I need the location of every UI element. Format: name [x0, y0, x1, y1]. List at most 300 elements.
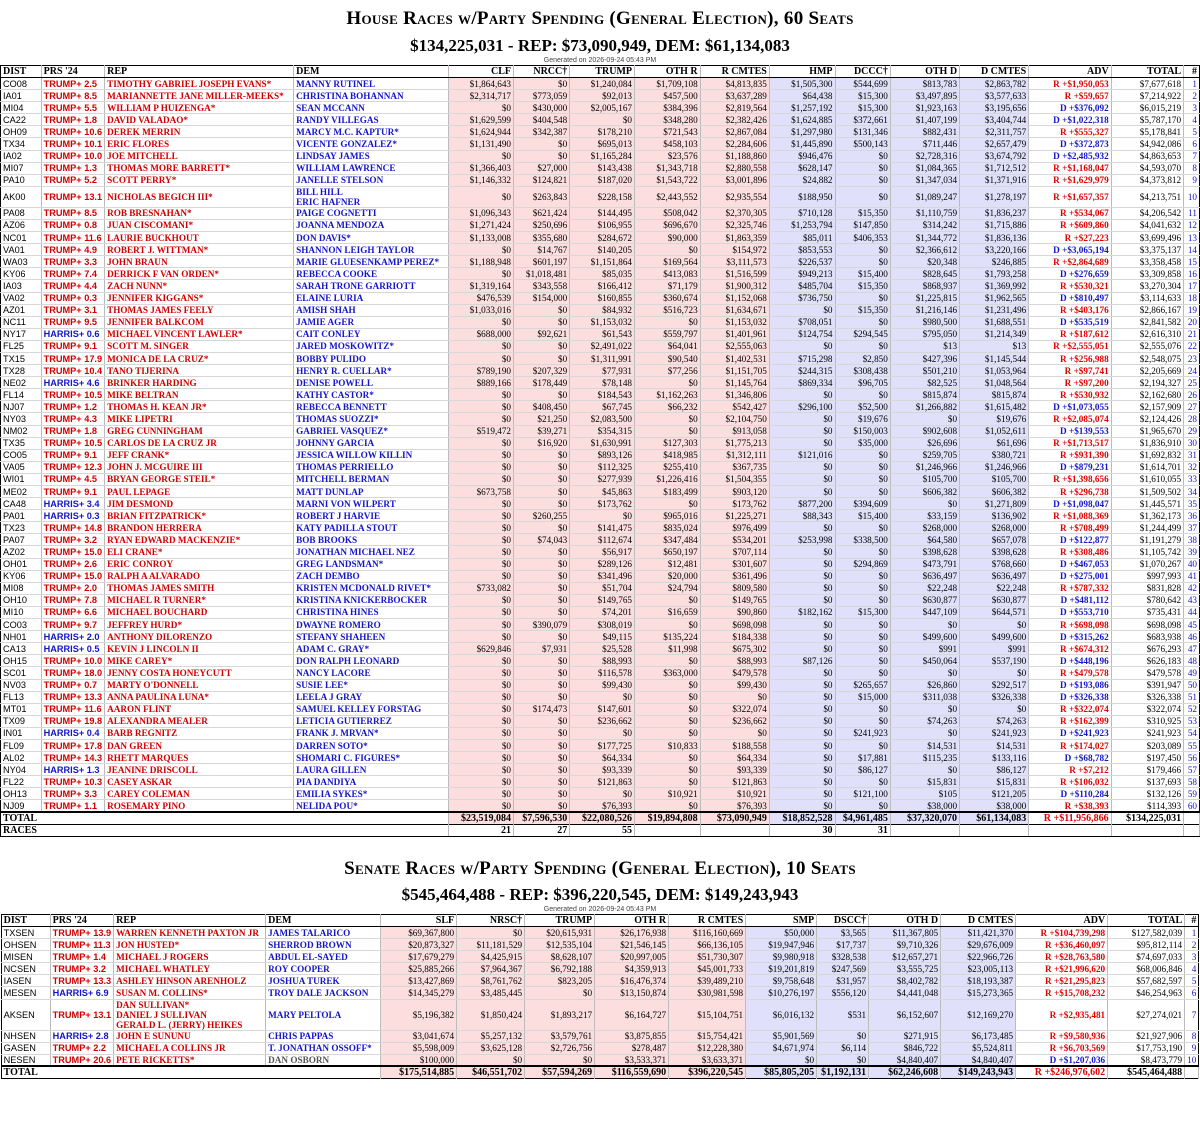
column-header: NRCC† — [514, 66, 570, 78]
dem-spend-cell: $0 — [835, 256, 890, 268]
row-number: 17 — [1184, 280, 1200, 292]
rep-spend-cell: $0 — [514, 739, 570, 751]
rep-spend-cell: $1,775,213 — [700, 437, 769, 449]
pres-margin-cell: TRUMP+ 0.3 — [41, 292, 104, 304]
rep-spend-cell: $143,438 — [570, 162, 635, 174]
advantage-cell: R +$15,708,232 — [1016, 987, 1108, 999]
row-number: 10 — [1184, 186, 1200, 207]
rep-spend-cell: $367,735 — [700, 461, 769, 473]
advantage-cell: R +$2,085,074 — [1029, 413, 1111, 425]
column-header: ADV — [1016, 915, 1108, 927]
row-number: 42 — [1184, 582, 1200, 594]
rep-spend-cell: $4,813,835 — [700, 78, 769, 90]
row-number: 45 — [1184, 619, 1200, 631]
advantage-cell: R +$674,312 — [1029, 643, 1111, 655]
races-cell — [1029, 825, 1111, 837]
name-line: DANIEL J SULLIVAN — [116, 1009, 207, 1020]
rep-spend-cell: $0 — [514, 558, 570, 570]
dem-spend-cell: $736,750 — [769, 292, 835, 304]
row-number: 2 — [1184, 90, 1200, 102]
row-number: 4 — [1184, 114, 1200, 126]
dem-spend-cell: $980,500 — [890, 316, 959, 328]
advantage-cell: R +$36,460,097 — [1016, 939, 1108, 951]
rep-spend-cell: $2,935,554 — [700, 186, 769, 207]
rep-spend-cell: $355,680 — [514, 232, 570, 244]
dem-spend-cell: $398,628 — [890, 546, 959, 558]
rep-spend-cell: $77,256 — [635, 365, 701, 377]
district-cell: AZ02 — [1, 546, 42, 558]
rep-spend-cell: $342,387 — [514, 126, 570, 138]
rep-spend-cell: $508,042 — [635, 207, 701, 219]
dem-spend-cell: $311,038 — [890, 691, 959, 703]
dem-spend-cell: $338,500 — [835, 534, 890, 546]
advantage-cell: R +$534,067 — [1029, 207, 1111, 219]
rep-spend-cell: $0 — [514, 304, 570, 316]
name-line: ERIC HAFNER — [296, 196, 361, 207]
dem-candidate-cell: BOB BROOKS — [294, 534, 449, 546]
dem-spend-cell: $268,000 — [890, 522, 959, 534]
advantage-cell: D +$467,053 — [1029, 558, 1111, 570]
dem-spend-cell: $12,657,271 — [869, 951, 941, 963]
dem-spend-cell: $0 — [769, 389, 835, 401]
rep-spend-cell: $476,539 — [449, 292, 514, 304]
total-cell: $23,519,084 — [449, 812, 514, 825]
rep-spend-cell: $4,359,913 — [595, 963, 669, 975]
race-total-cell: $1,614,701 — [1111, 461, 1183, 473]
races-cell — [1111, 825, 1183, 837]
rep-spend-cell: $2,726,756 — [525, 1042, 595, 1054]
dem-spend-cell: $1,836,237 — [960, 207, 1029, 219]
row-number: 22 — [1184, 340, 1200, 352]
rep-spend-cell: $0 — [514, 764, 570, 776]
dem-spend-cell: $0 — [835, 715, 890, 727]
dem-spend-cell: $61,696 — [960, 437, 1029, 449]
pres-margin-cell: TRUMP+ 2.6 — [41, 558, 104, 570]
dem-spend-cell: $19,676 — [835, 413, 890, 425]
table-row — [1, 114, 1200, 126]
dem-spend-cell: $1,962,565 — [960, 292, 1029, 304]
race-total-cell: $21,927,906 — [1108, 1030, 1185, 1042]
dem-spend-cell: $450,064 — [890, 655, 959, 667]
row-number: 13 — [1184, 232, 1200, 244]
races-cell — [700, 825, 769, 837]
race-total-cell: $1,244,499 — [1111, 522, 1183, 534]
dem-spend-cell: $246,885 — [960, 256, 1029, 268]
district-cell: OH13 — [1, 788, 42, 800]
dem-spend-cell: $0 — [769, 558, 835, 570]
dem-spend-cell: $253,998 — [769, 534, 835, 546]
dem-spend-cell: $0 — [835, 631, 890, 643]
rep-spend-cell: $278,487 — [595, 1042, 669, 1054]
pres-margin-cell: HARRIS+ 0.3 — [41, 510, 104, 522]
dem-spend-cell: $813,783 — [890, 78, 959, 90]
rep-spend-cell: $1,504,355 — [700, 473, 769, 485]
table-row — [1, 655, 1200, 667]
rep-spend-cell: $16,476,374 — [595, 975, 669, 987]
column-header: REP — [105, 66, 294, 78]
pres-margin-cell: TRUMP+ 13.9 — [50, 927, 113, 939]
rep-spend-cell: $1,018,481 — [514, 268, 570, 280]
rep-spend-cell: $0 — [449, 413, 514, 425]
table-row — [1, 727, 1200, 739]
rep-spend-cell: $0 — [525, 1054, 595, 1066]
column-header: SMP — [746, 915, 817, 927]
table-row — [1, 643, 1200, 655]
rep-spend-cell: $322,074 — [700, 703, 769, 715]
rep-candidate-cell: BARB REGNITZ — [105, 727, 294, 739]
dem-spend-cell: $711,446 — [890, 138, 959, 150]
rep-spend-cell: $0 — [449, 594, 514, 606]
rep-spend-cell: $1,153,032 — [570, 316, 635, 328]
dem-spend-cell: $427,396 — [890, 352, 959, 364]
advantage-cell: R +$530,321 — [1029, 280, 1111, 292]
senate-table — [1, 914, 1200, 1079]
total-blank — [1184, 812, 1200, 825]
table-row — [1, 939, 1199, 951]
dem-spend-cell: $52,500 — [835, 401, 890, 413]
rep-spend-cell: $13,150,874 — [595, 987, 669, 999]
rep-spend-cell: $601,197 — [514, 256, 570, 268]
dem-spend-cell: $0 — [890, 413, 959, 425]
row-number: 27 — [1184, 401, 1200, 413]
pres-margin-cell: TRUMP+ 10.4 — [41, 365, 104, 377]
dem-spend-cell: $38,000 — [960, 800, 1029, 812]
rep-spend-cell: $835,024 — [635, 522, 701, 534]
table-row — [1, 316, 1200, 328]
row-number: 1 — [1184, 78, 1200, 90]
dem-spend-cell: $328,538 — [817, 951, 869, 963]
advantage-cell: R +$555,327 — [1029, 126, 1111, 138]
rep-spend-cell: $1,131,490 — [449, 138, 514, 150]
rep-spend-cell: $93,339 — [570, 764, 635, 776]
dem-spend-cell: $868,937 — [890, 280, 959, 292]
rep-spend-cell: $430,000 — [514, 102, 570, 114]
advantage-cell: D +$193,086 — [1029, 679, 1111, 691]
rep-spend-cell: $1,151,705 — [700, 365, 769, 377]
row-number: 51 — [1184, 691, 1200, 703]
column-header: DEM — [294, 66, 449, 78]
total-cell: $19,894,808 — [635, 812, 701, 825]
dem-spend-cell: $241,923 — [960, 727, 1029, 739]
pres-margin-cell: TRUMP+ 17.8 — [41, 739, 104, 751]
race-total-cell: $1,105,742 — [1111, 546, 1183, 558]
dem-spend-cell: $268,000 — [960, 522, 1029, 534]
district-cell: IN01 — [1, 727, 42, 739]
table-row — [1, 138, 1200, 150]
dem-spend-cell: $628,147 — [769, 162, 835, 174]
dem-spend-cell: $86,127 — [835, 764, 890, 776]
rep-spend-cell: $149,765 — [570, 594, 635, 606]
total-cell: $7,596,530 — [514, 812, 570, 825]
row-number: 9 — [1184, 174, 1200, 186]
advantage-cell: D +$879,231 — [1029, 461, 1111, 473]
rep-spend-cell: $650,197 — [635, 546, 701, 558]
row-number: 7 — [1185, 999, 1199, 1030]
dem-spend-cell: $0 — [835, 486, 890, 498]
dem-spend-cell: $715,298 — [769, 352, 835, 364]
dem-spend-cell: $1,371,916 — [960, 174, 1029, 186]
race-total-cell: $1,445,571 — [1111, 498, 1183, 510]
row-number: 19 — [1184, 304, 1200, 316]
total-row — [1, 812, 1200, 825]
district-cell: FL09 — [1, 739, 42, 751]
rep-spend-cell: $698,098 — [700, 619, 769, 631]
rep-spend-cell: $0 — [449, 316, 514, 328]
pres-margin-cell: TRUMP+ 18.0 — [41, 667, 104, 679]
dem-spend-cell: $31,957 — [817, 975, 869, 987]
rep-candidate-cell: BRINKER HARDING — [105, 377, 294, 389]
table-row — [1, 498, 1200, 510]
dem-candidate-cell: JOHNNY GARCIA — [294, 437, 449, 449]
district-cell: PA10 — [1, 174, 42, 186]
rep-spend-cell: $0 — [514, 150, 570, 162]
dem-candidate-cell: JESSICA WILLOW KILLIN — [294, 449, 449, 461]
row-number: 21 — [1184, 328, 1200, 340]
dem-spend-cell: $0 — [835, 449, 890, 461]
rep-candidate-cell: LAURIE BUCKHOUT — [105, 232, 294, 244]
rep-candidate-cell: BRANDON HERRERA — [105, 522, 294, 534]
rep-spend-cell: $90,000 — [635, 232, 701, 244]
rep-spend-cell: $1,165,284 — [570, 150, 635, 162]
rep-spend-cell: $341,496 — [570, 570, 635, 582]
rep-spend-cell: $1,225,271 — [700, 510, 769, 522]
dem-spend-cell: $556,120 — [817, 987, 869, 999]
rep-spend-cell: $2,819,564 — [700, 102, 769, 114]
dem-spend-cell: $1,257,192 — [769, 102, 835, 114]
row-number: 49 — [1184, 667, 1200, 679]
rep-spend-cell: $1,900,312 — [700, 280, 769, 292]
rep-spend-cell: $64,041 — [635, 340, 701, 352]
dem-spend-cell: $1,715,886 — [960, 219, 1029, 231]
dem-spend-cell: $2,311,757 — [960, 126, 1029, 138]
dem-spend-cell: $0 — [835, 655, 890, 667]
rep-spend-cell: $56,917 — [570, 546, 635, 558]
district-cell: OH10 — [1, 594, 42, 606]
dem-spend-cell: $473,791 — [890, 558, 959, 570]
rep-spend-cell: $1,096,343 — [449, 207, 514, 219]
advantage-cell: R +$28,763,580 — [1016, 951, 1108, 963]
rep-spend-cell: $621,424 — [514, 207, 570, 219]
total-cell: R +$246,976,602 — [1016, 1066, 1108, 1079]
race-total-cell: $2,124,426 — [1111, 413, 1183, 425]
dem-spend-cell: $226,537 — [769, 256, 835, 268]
dem-candidate-cell: DARREN SOTO* — [294, 739, 449, 751]
rep-spend-cell: $135,224 — [635, 631, 701, 643]
rep-spend-cell: $10,833 — [635, 739, 701, 751]
dem-candidate-cell: GABRIEL VASQUEZ* — [294, 425, 449, 437]
pres-margin-cell: TRUMP+ 6.6 — [41, 606, 104, 618]
dem-spend-cell: $3,577,633 — [960, 90, 1029, 102]
rep-spend-cell: $3,533,371 — [595, 1054, 669, 1066]
pres-margin-cell: TRUMP+ 12.3 — [41, 461, 104, 473]
table-row — [1, 619, 1200, 631]
dem-candidate-cell: KATHY CASTOR* — [294, 389, 449, 401]
rep-spend-cell: $361,496 — [700, 570, 769, 582]
pres-margin-cell: TRUMP+ 10.5 — [41, 437, 104, 449]
table-row — [1, 631, 1200, 643]
district-cell: OH01 — [1, 558, 42, 570]
rep-candidate-cell: ERIC CONROY — [105, 558, 294, 570]
rep-spend-cell: $0 — [635, 703, 701, 715]
rep-spend-cell: $0 — [570, 788, 635, 800]
pres-margin-cell: TRUMP+ 1.4 — [50, 951, 113, 963]
dem-spend-cell: $0 — [835, 150, 890, 162]
race-total-cell: $2,841,582 — [1111, 316, 1183, 328]
district-cell: CO03 — [1, 619, 42, 631]
rep-spend-cell: $255,410 — [635, 461, 701, 473]
dem-spend-cell: $946,476 — [769, 150, 835, 162]
pres-margin-cell: TRUMP+ 1.2 — [41, 401, 104, 413]
dem-spend-cell: $0 — [835, 594, 890, 606]
rep-spend-cell: $0 — [514, 800, 570, 812]
column-header: ADV — [1029, 66, 1111, 78]
rep-spend-cell: $20,615,931 — [525, 927, 595, 939]
dem-spend-cell: $815,874 — [890, 389, 959, 401]
dem-spend-cell: $0 — [835, 582, 890, 594]
rep-spend-cell: $0 — [635, 316, 701, 328]
total-label: TOTAL — [1, 1066, 380, 1079]
dem-spend-cell: $1,271,809 — [960, 498, 1029, 510]
rep-spend-cell: $93,339 — [700, 764, 769, 776]
rep-candidate-cell: SUSAN M. COLLINS* — [114, 987, 266, 999]
rep-spend-cell: $92,621 — [514, 328, 570, 340]
column-header: SLF — [381, 915, 457, 927]
rep-spend-cell: $1,624,944 — [449, 126, 514, 138]
dem-spend-cell: $241,923 — [835, 727, 890, 739]
rep-spend-cell: $20,997,005 — [595, 951, 669, 963]
rep-spend-cell: $25,528 — [570, 643, 635, 655]
rep-spend-cell: $408,450 — [514, 401, 570, 413]
rep-candidate-cell: BRIAN FITZPATRICK* — [105, 510, 294, 522]
row-number: 55 — [1184, 739, 1200, 751]
dem-spend-cell: $0 — [769, 619, 835, 631]
advantage-cell: R +$2,935,481 — [1016, 999, 1108, 1030]
pres-margin-cell: TRUMP+ 1.3 — [41, 162, 104, 174]
race-total-cell: $2,194,327 — [1111, 377, 1183, 389]
rep-spend-cell: $1,226,416 — [635, 473, 701, 485]
dem-spend-cell: $869,334 — [769, 377, 835, 389]
rep-spend-cell: $1,311,991 — [570, 352, 635, 364]
column-header: DEM — [266, 915, 381, 927]
rep-spend-cell: $354,315 — [570, 425, 635, 437]
row-number: 48 — [1184, 655, 1200, 667]
column-header: R CMTES — [700, 66, 769, 78]
pres-margin-cell: TRUMP+ 9.5 — [41, 316, 104, 328]
rep-spend-cell: $0 — [700, 691, 769, 703]
dem-spend-cell: $485,704 — [769, 280, 835, 292]
race-total-cell: $1,070,267 — [1111, 558, 1183, 570]
dem-spend-cell: $0 — [835, 739, 890, 751]
district-cell: TX28 — [1, 365, 42, 377]
rep-spend-cell: $1,516,599 — [700, 268, 769, 280]
pres-margin-cell: TRUMP+ 3.3 — [41, 788, 104, 800]
row-number: 6 — [1185, 987, 1199, 999]
rep-candidate-cell: JUAN CISCOMANI* — [105, 219, 294, 231]
race-total-cell: $127,582,039 — [1108, 927, 1185, 939]
dem-candidate-cell: GREG LANDSMAN* — [294, 558, 449, 570]
pres-margin-cell: TRUMP+ 3.1 — [41, 304, 104, 316]
advantage-cell: D +$275,001 — [1029, 570, 1111, 582]
dem-spend-cell: $0 — [769, 643, 835, 655]
pres-margin-cell: HARRIS+ 1.3 — [41, 764, 104, 776]
table-row — [1, 679, 1200, 691]
rep-spend-cell: $112,674 — [570, 534, 635, 546]
rep-spend-cell: $1,312,111 — [700, 449, 769, 461]
rep-spend-cell: $228,158 — [570, 186, 635, 207]
pres-margin-cell: TRUMP+ 7.8 — [41, 594, 104, 606]
dem-spend-cell: $15,300 — [835, 90, 890, 102]
dem-candidate-cell: CHRIS PAPPAS — [266, 1030, 381, 1042]
dem-candidate-cell: EMILIA SYKES* — [294, 788, 449, 800]
table-row — [1, 232, 1200, 244]
table-row — [1, 150, 1200, 162]
dem-candidate-cell: SHERROD BROWN — [266, 939, 381, 951]
advantage-cell: R +$2,864,689 — [1029, 256, 1111, 268]
dem-candidate-cell: LINDSAY JAMES — [294, 150, 449, 162]
dem-candidate-cell: SARAH TRONE GARRIOTT — [294, 280, 449, 292]
dem-candidate-cell: NELIDA POU* — [294, 800, 449, 812]
rep-spend-cell: $149,765 — [700, 594, 769, 606]
rep-spend-cell: $0 — [449, 522, 514, 534]
dem-spend-cell: $22,966,726 — [941, 951, 1016, 963]
races-cell: 30 — [769, 825, 835, 837]
advantage-cell: R +$106,032 — [1029, 776, 1111, 788]
row-number: 8 — [1185, 1030, 1199, 1042]
race-total-cell: $6,015,219 — [1111, 102, 1183, 114]
rep-spend-cell: $0 — [514, 486, 570, 498]
dem-spend-cell: $0 — [835, 522, 890, 534]
rep-candidate-cell: RYAN EDWARD MACKENZIE* — [105, 534, 294, 546]
rep-spend-cell: $1,162,263 — [635, 389, 701, 401]
dem-spend-cell: $0 — [960, 619, 1029, 631]
race-total-cell: $997,993 — [1111, 570, 1183, 582]
rep-spend-cell: $173,762 — [700, 498, 769, 510]
column-header: DIST — [1, 66, 42, 78]
dem-spend-cell: $0 — [835, 186, 890, 207]
dem-spend-cell: $0 — [769, 461, 835, 473]
pres-margin-cell: TRUMP+ 9.1 — [41, 486, 104, 498]
rep-candidate-cell: SCOTT M. SINGER — [105, 340, 294, 352]
dem-spend-cell: $3,497,895 — [890, 90, 959, 102]
dem-candidate-cell: SAMUEL KELLEY FORSTAG — [294, 703, 449, 715]
rep-spend-cell: $169,564 — [635, 256, 701, 268]
race-total-cell: $68,006,846 — [1108, 963, 1185, 975]
rep-spend-cell: $301,607 — [700, 558, 769, 570]
rep-spend-cell: $0 — [449, 788, 514, 800]
rep-spend-cell: $0 — [570, 510, 635, 522]
advantage-cell: R +$1,398,656 — [1029, 473, 1111, 485]
rep-spend-cell: $688,000 — [449, 328, 514, 340]
rep-spend-cell: $0 — [449, 473, 514, 485]
rep-spend-cell: $0 — [514, 570, 570, 582]
dem-candidate-cell: LEELA J GRAY — [294, 691, 449, 703]
dem-spend-cell: $11,367,805 — [869, 927, 941, 939]
rep-spend-cell: $965,016 — [635, 510, 701, 522]
dem-spend-cell: $3,404,744 — [960, 114, 1029, 126]
rep-spend-cell: $0 — [514, 546, 570, 558]
rep-spend-cell: $3,001,896 — [700, 174, 769, 186]
dem-spend-cell: $0 — [769, 703, 835, 715]
house-totals: $134,225,031 - REP: $73,090,949, DEM: $61,134,083 — [410, 36, 790, 55]
table-row — [1, 703, 1200, 715]
dem-spend-cell: $1,225,815 — [890, 292, 959, 304]
race-total-cell: $626,183 — [1111, 655, 1183, 667]
dem-candidate-cell: MITCHELL BERMAN — [294, 473, 449, 485]
rep-candidate-cell: JENNIFER BALKCOM — [105, 316, 294, 328]
advantage-cell: D +$139,553 — [1029, 425, 1111, 437]
row-number: 37 — [1184, 522, 1200, 534]
rep-spend-cell: $0 — [514, 667, 570, 679]
